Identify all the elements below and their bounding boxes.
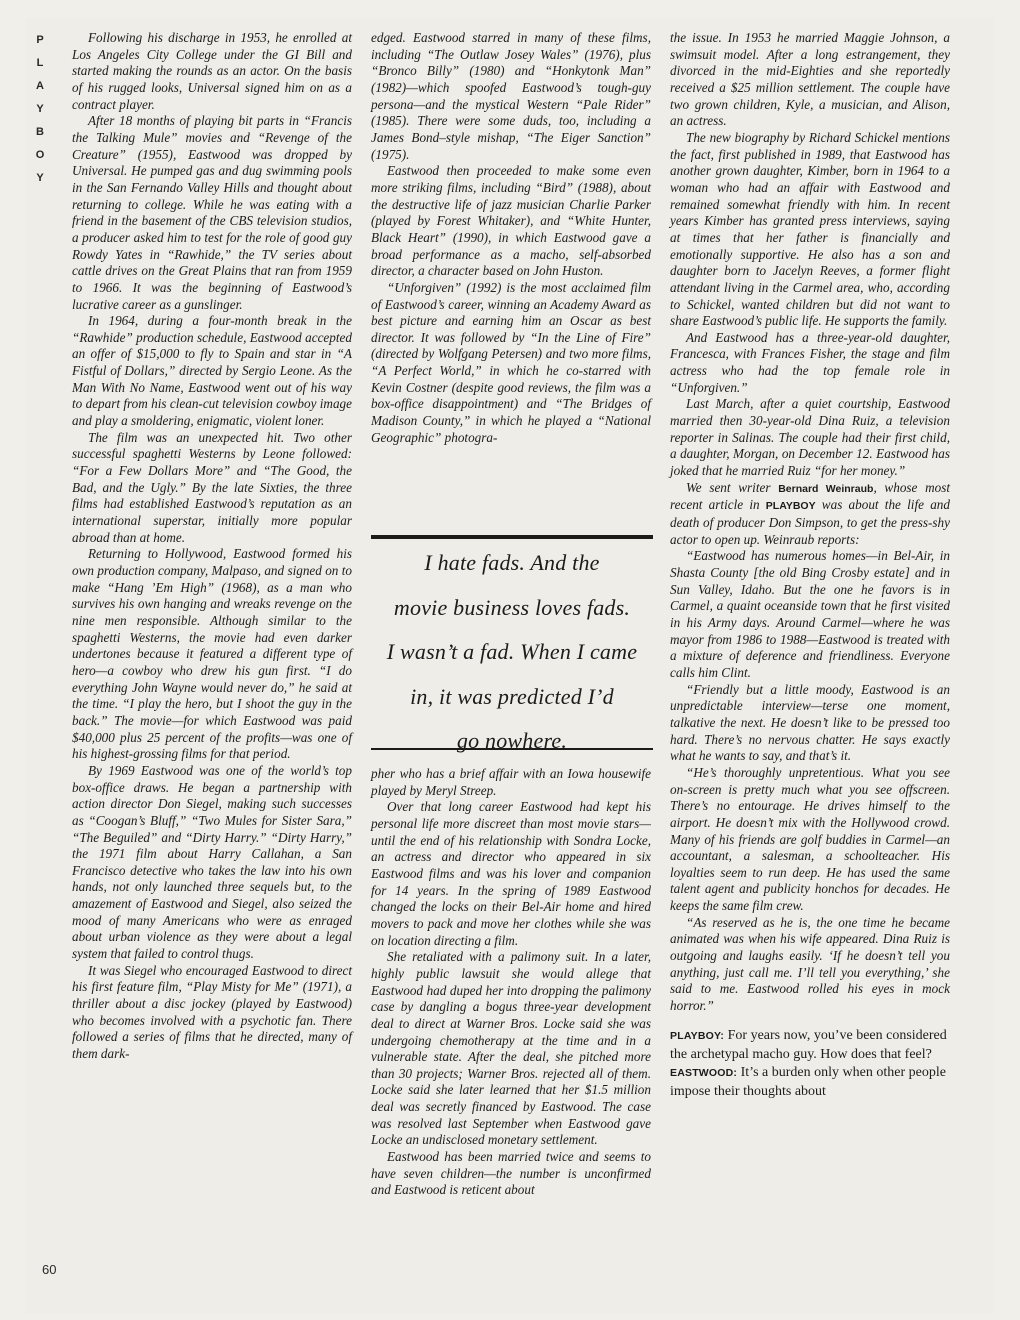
- pull-quote-line: go nowhere.: [456, 728, 568, 753]
- column-2-continued: [371, 766, 651, 1199]
- running-head-letter: O: [35, 149, 45, 161]
- paragraph: She retaliated with a palimony suit. In a later, highly public lawsuit she would allege that Eastwood had duped her into dropping the palimony case by dangling a bogus three-year development deal to direct at Warner Bros. Locke said she was undergoing chemotherapy at the time and in a vulnerable state. After the deal, she pitched more than 30 projects; Warner Bros. rejected all of them. Locke said she later learned that her $1.5 million deal was secretly financed by Eastwood. The case was resolved last September when Eastwood gave Locke an undisclosed monetary settlement.: [371, 949, 651, 1148]
- column-2: [371, 30, 651, 446]
- paragraph: Eastwood has been married twice and seems to have seven children—the number is unconfirmed and Eastwood is reticent about: [371, 1149, 651, 1198]
- page-number: 60: [42, 1262, 57, 1277]
- pull-quote-line: in, it was predicted I’d: [410, 683, 614, 709]
- speaker-label: PLAYBOY:: [670, 1030, 725, 1042]
- running-head-letter: A: [36, 80, 44, 92]
- question: [670, 1027, 950, 1064]
- paragraph: In 1964, during a four-month break in the “Rawhide” production schedule, Eastwood accepted an offer of $15,000 to fly to Spain and star in “A Fistful of Dollars,” directed by Sergio Leone. As the Man With No Name, Eastwood went out of his way to depart from his clean-cut television cowboy image and play a smoldering, enigmatic, violent loner.: [72, 313, 352, 429]
- writer-intro-paragraph: [670, 480, 950, 549]
- writer-text: , whose most recent article in: [670, 479, 951, 513]
- running-head-letter: Y: [36, 172, 44, 184]
- paragraph: “Unforgiven” (1992) is the most acclaimed film of Eastwood’s career, winning an Academy Award as best picture and earning him an Oscar as best director. It was followed by “In the Line of Fire” (directed by Wolfgang Petersen) and two more films, “A Perfect World,” in which he co-starred with Kevin Costner (despite good reviews, the film was a box-office disappointment) and “The Bridges of Madison County,” in which he played a “National Geographic” photogra-: [371, 279, 651, 445]
- paragraph: the issue. In 1953 he married Maggie Johnson, a swimsuit model. After a long estrangement, they divorced in the mid-Eighties and she reportedly received a $25 million settlement. The couple have two grown children, Kyle, a musician, and Alison, an actress.: [670, 30, 950, 129]
- pull-quote-line: movie business loves fads.: [393, 594, 631, 620]
- paragraph: Over that long career Eastwood had kept his personal life more discreet than most movie stars—until the end of his relationship with Sondra Locke, an actress and director who appeared in six Eastwood films and was his lover and companion for 14 years. In the spring of 1989 Eastwood changed the locks on their Bel-Air home and hired movers to pack and move her clothes while she was on location directing a film.: [371, 799, 651, 948]
- paragraph: pher who has a brief affair with an Iowa housewife played by Meryl Streep.: [371, 766, 651, 798]
- paragraph: Returning to Hollywood, Eastwood formed his own production company, Malpaso, and signed on to make “Hang ’Em High” (1968), as a man who survives his own hanging and wreaks revenge on the nine men responsible. Although similar to the spaghetti Westerns, the movie had even darker undertones because it featured a different type of hero—a cowboy who drew his gun first. “I do everything John Wayne would never do,” he said at the time. “I play the hero, but I shoot the guy in the back.” The movie—for which Eastwood was paid $40,000 plus 25 percent of the profits—was one of his highest-grossing films for that period.: [72, 546, 352, 762]
- paragraph: Following his discharge in 1953, he enrolled at Los Angeles City College under the GI Bill and started making the rounds as an actor. On the basis of his rugged looks, Universal signed him on as a contract player.: [72, 30, 352, 112]
- paragraph: By 1969 Eastwood was one of the world’s top box-office draws. He began a partnership with action director Don Siegel, making such successes as “Coogan’s Bluff,” “Two Mules for Sister Sara,” “The Beguiled” and “Dirty Harry.” “Dirty Harry,” the 1971 film about Harry Callahan, a San Francisco detective who takes the law into his own hands, not only launched three sequels but, to the amazement of Eastwood and Siegel, also seized the mood of many Americans who were as enraged about urban violence as they were about a legal system that failed to control thugs.: [72, 762, 352, 962]
- paragraph: “As reserved as he is, the one time he became animated was when his wife appeared. Dina Ruiz is outgoing and laughs easily. ‘If he doesn’t tell you anything, just call me. I’ll tell you everything,’ she said to me. Eastwood rolled his eyes in mock horror.”: [670, 914, 950, 1014]
- paragraph: Last March, after a quiet courtship, Eastwood married then 30-year-old Dina Ruiz, a television reporter in Salinas. The couple had their first child, a daughter, Morgan, on December 12. Eastwood has joked that he married Ruiz “for her money.”: [670, 396, 950, 479]
- running-head: [30, 34, 50, 195]
- writer-text: We sent writer: [686, 479, 779, 495]
- column-3: [670, 30, 950, 1015]
- paragraph: Eastwood then proceeded to make some even more striking films, including “Bird” (1988), about the destructive life of jazz musician Charlie Parker (played by Forest Whitaker), and “White Hunter, Black Heart” (1990), in which Eastwood gave a broad performance as a macho, self-absorbed director, a character based on John Huston.: [371, 163, 651, 279]
- answer: [670, 1064, 950, 1101]
- writer-name: Bernard Weinraub: [778, 482, 874, 495]
- paragraph: After 18 months of playing bit parts in “Francis the Talking Mule” movies and “Revenge of the Creature” (1955), Eastwood was dropped by Universal. He pumped gas and dug swimming pools in the San Fernando Valley Hills and thought about returning to college. While he was eating with a friend in the basement of the CBS television studios, a producer asked him to test for the role of good guy Rowdy Yates in “Rawhide,” the TV series about cattle drives on the Great Plains that ran from 1959 to 1966. It was the beginning of Eastwood’s lucrative career as a gunslinger.: [72, 113, 352, 312]
- paragraph: “He’s thoroughly unpretentious. What you see on-screen is pretty much what you see offscreen. There’s no entourage. He drives himself to the airport. He doesn’t mix with the Hollywood crowd. Many of his friends are golf buddies in Carmel—an accountant, a salesman, a schoolteacher. His loyalties seem to run deep. He has used the same talent agent and publicity honchos for decades. He keeps the same film crew.: [670, 764, 950, 914]
- paragraph: “Friendly but a little moody, Eastwood is an unpredictable interview—terse one moment, talkative the next. He doesn’t like to be pressed too hard. There’s no nervous chatter. He says exactly what he wants to say, and that’s it.: [670, 681, 950, 764]
- paragraph: The film was an unexpected hit. Two other successful spaghetti Westerns by Leone followed: “For a Few Dollars More” and “The Good, the Bad, and the Ugly.” By the late Sixties, the three films had established Eastwood’s reputation as an international superstar, initially more popular abroad than at home.: [72, 429, 352, 545]
- pull-quote-line: I hate fads. And the: [424, 550, 600, 575]
- writer-text: was about the life and death of producer Don Simpson, to get the press-shy actor to open up. Weinraub reports:: [670, 497, 950, 547]
- pull-quote-line: I wasn’t a fad. When I came: [386, 639, 638, 664]
- paragraph: It was Siegel who encouraged Eastwood to direct his first feature film, “Play Misty for Me” (1971), a thriller about a disc jockey (played by Eastwood) who becomes involved with a psychotic fan. There followed a series of films that he directed, many of them dark-: [72, 962, 352, 1062]
- pull-quote: [371, 535, 653, 753]
- running-head-letter: L: [36, 57, 44, 69]
- running-head-letter: P: [36, 34, 44, 46]
- magazine-name: PLAYBOY: [765, 500, 816, 513]
- paragraph: The new biography by Richard Schickel mentions the fact, first published in 1989, that Eastwood has another grown daughter, Kimber, born in 1964 to a woman who had an affair with Eastwood and remained somewhat friendly with him. In recent years Kimber has granted press interviews, saying at times that her father is financially and emotionally supportive. He also has a son and daughter born to Jacelyn Reeves, a former flight attendant living in the Carmel area, who, according to Schickel, wanted children but did not want to share Eastwood’s public life. He supports the family.: [670, 129, 950, 329]
- running-head-letter: B: [36, 126, 44, 138]
- column-1: [72, 30, 352, 1063]
- running-head-letter: Y: [36, 103, 44, 115]
- speaker-label: EASTWOOD:: [670, 1067, 738, 1080]
- paragraph: “Eastwood has numerous homes—in Bel-Air, in Shasta County [the old Bing Crosby estate] and in Sun Valley, Idaho. But the one he favors is in Carmel, a quaint oceanside town that he first visited in his Army days. Around Carmel—where he was mayor from 1986 to 1988—Eastwood is treated with a mixture of deference and friendliness. Everyone calls him Clint.: [670, 548, 950, 680]
- paragraph: edged. Eastwood starred in many of these films, including “The Outlaw Josey Wales” (1976), plus “Bronco Billy” (1980) and “Honkytonk Man” (1982)—which spoofed Eastwood’s tough-guy persona—and the mystical Western “Pale Rider” (1985). There were some duds, too, including a James Bond–style mishap, “The Eiger Sanction” (1975).: [371, 30, 651, 162]
- question-text: For years now, you’ve been considered the archetypal macho guy. How does that feel?: [670, 1028, 947, 1062]
- paragraph: And Eastwood has a three-year-old daughter, Francesca, with Frances Fisher, the stage and film actress who had the top female role in “Unforgiven.”: [670, 329, 950, 395]
- interview-qa: [670, 1027, 950, 1101]
- answer-text: It’s a burden only when other people impose their thoughts about: [670, 1065, 946, 1099]
